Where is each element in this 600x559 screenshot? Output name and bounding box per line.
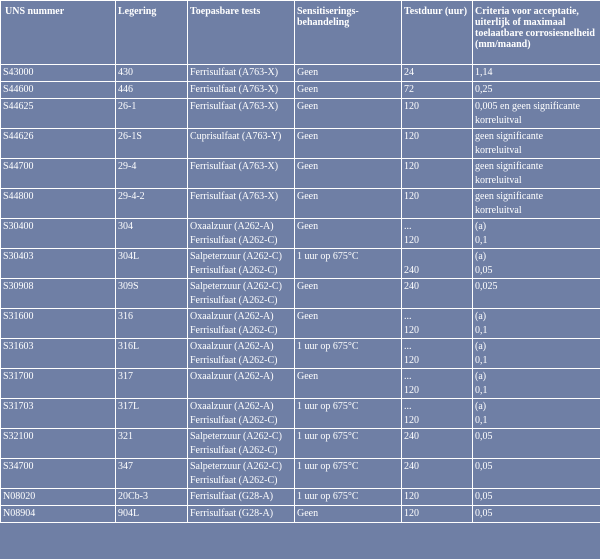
cell-tests: [188, 279, 295, 309]
cell-criteria: 0,25: [473, 82, 600, 99]
cell-sensitisering: [295, 219, 402, 249]
cell-uns: [1, 429, 116, 459]
cell-sensitisering-line: Geen: [297, 281, 319, 292]
cell-sensitisering-line: [297, 385, 401, 398]
header-sensitisering: Sensitiserings-behandeling: [295, 1, 402, 65]
table-row: [1, 189, 600, 219]
cell-tests: [188, 159, 295, 189]
cell-legering: [116, 249, 188, 279]
cell-legering: [116, 189, 188, 219]
cell-sensitisering: [295, 339, 402, 369]
cell-testduur: [402, 459, 473, 489]
cell-criteria-line: 0,1: [475, 325, 488, 336]
cell-testduur-line: 120: [404, 161, 419, 172]
cell-uns-line: S34700: [3, 461, 34, 472]
cell-uns: [1, 339, 116, 369]
cell-sensitisering: [295, 279, 402, 309]
cell-testduur-line: [404, 475, 472, 488]
cell-testduur-line: 240: [404, 281, 419, 292]
cell-legering: [116, 309, 188, 339]
cell-sensitisering-line: 1 uur op 675°C: [297, 431, 359, 442]
cell-testduur-line: [404, 145, 472, 158]
cell-legering-line: 316L: [118, 341, 140, 352]
cell-tests: [188, 429, 295, 459]
cell-uns: [1, 129, 116, 159]
table-row: [1, 309, 600, 339]
cell-legering: [116, 99, 188, 129]
cell-sensitisering-line: [297, 175, 401, 188]
cell-testduur-line: 120: [404, 235, 419, 246]
cell-tests-line: Ferrisulfaat (A262-C): [190, 325, 278, 336]
cell-tests: Ferrisulfaat (G28-A): [188, 506, 295, 523]
cell-testduur: [402, 429, 473, 459]
cell-tests-line: Ferrisulfaat (A262-C): [190, 415, 278, 426]
cell-tests: [188, 129, 295, 159]
cell-tests-line: Oxaalzuur (A262-A): [190, 221, 274, 232]
cell-testduur-line: 120: [404, 131, 419, 142]
cell-sensitisering-line: Geen: [297, 131, 319, 142]
cell-criteria-line: korreluitval: [475, 175, 522, 186]
cell-tests: [188, 99, 295, 129]
cell-sensitisering: [295, 309, 402, 339]
cell-sensitisering-line: 1 uur op 675°C: [297, 461, 359, 472]
cell-tests-line: Oxaalzuur (A262-A): [190, 401, 274, 412]
cell-criteria-line: 0,05: [475, 431, 493, 442]
table-row: [1, 459, 600, 489]
cell-uns-line: S31703: [3, 401, 34, 412]
cell-legering: [116, 339, 188, 369]
cell-sensitisering: Geen: [295, 82, 402, 99]
cell-sensitisering: [295, 249, 402, 279]
cell-legering-line: 309S: [118, 281, 139, 292]
cell-testduur-line: 120: [404, 385, 419, 396]
cell-criteria: [473, 429, 600, 459]
cell-uns: N08020: [1, 489, 116, 506]
cell-uns: N08904: [1, 506, 116, 523]
cell-tests-line: [190, 205, 294, 218]
cell-testduur: [402, 339, 473, 369]
cell-sensitisering-line: 1 uur op 675°C: [297, 341, 359, 352]
table-row: [1, 99, 600, 129]
cell-uns: [1, 189, 116, 219]
cell-tests: Ferrisulfaat (G28-A): [188, 489, 295, 506]
cell-tests-line: Ferrisulfaat (A763-X): [190, 101, 279, 112]
cell-criteria-line: (a): [475, 221, 487, 232]
cell-criteria: 1,14: [473, 65, 600, 82]
cell-legering: [116, 159, 188, 189]
cell-uns: [1, 279, 116, 309]
cell-tests-line: Ferrisulfaat (A262-C): [190, 235, 278, 246]
cell-testduur-line: [404, 175, 472, 188]
cell-tests: Ferrisulfaat (A763-X): [188, 82, 295, 99]
table-row: [1, 369, 600, 399]
cell-sensitisering-line: [297, 235, 401, 248]
cell-sensitisering-line: [297, 205, 401, 218]
cell-uns-line: S30400: [3, 221, 34, 232]
cell-criteria: [473, 189, 600, 219]
table-row: [1, 429, 600, 459]
cell-tests-line: Ferrisulfaat (A262-C): [190, 265, 278, 276]
cell-uns-line: S30908: [3, 281, 34, 292]
cell-sensitisering-line: 1 uur op 675°C: [297, 251, 359, 262]
cell-criteria: [473, 99, 600, 129]
cell-tests-line: Ferrisulfaat (A262-C): [190, 445, 278, 456]
cell-tests: [188, 459, 295, 489]
cell-testduur: 120: [402, 489, 473, 506]
cell-criteria-line: 0,1: [475, 385, 488, 396]
cell-legering-line: 321: [118, 431, 133, 442]
cell-tests-line: Oxaalzuur (A262-A): [190, 371, 274, 382]
cell-testduur-line: 120: [404, 191, 419, 202]
cell-tests: [188, 189, 295, 219]
cell-uns-line: S31700: [3, 371, 34, 382]
cell-testduur-line: [404, 115, 472, 128]
cell-testduur-line: 120: [404, 325, 419, 336]
cell-criteria-line: korreluitval: [475, 145, 522, 156]
cell-testduur: [402, 399, 473, 429]
cell-testduur-line: [404, 205, 472, 218]
table-row: [1, 65, 600, 82]
cell-tests: [188, 249, 295, 279]
cell-uns: [1, 219, 116, 249]
table-row: [1, 399, 600, 429]
cell-criteria: [473, 339, 600, 369]
cell-uns-line: S44800: [3, 191, 34, 202]
cell-tests-line: Salpeterzuur (A262-C): [190, 251, 282, 262]
cell-criteria: 0,05: [473, 489, 600, 506]
cell-criteria-line: 0,005 en geen significante: [475, 101, 580, 112]
cell-legering: [116, 429, 188, 459]
table-row: [1, 159, 600, 189]
cell-uns: S43000: [1, 65, 116, 82]
cell-sensitisering: [295, 189, 402, 219]
cell-criteria: [473, 279, 600, 309]
cell-testduur-line: 120: [404, 355, 419, 366]
cell-testduur-line: [404, 249, 472, 265]
cell-uns-line: S44625: [3, 101, 34, 112]
cell-criteria-line: (a): [475, 251, 487, 262]
cell-uns: [1, 249, 116, 279]
cell-tests-line: Salpeterzuur (A262-C): [190, 281, 282, 292]
cell-criteria: [473, 369, 600, 399]
cell-sensitisering-line: Geen: [297, 161, 319, 172]
cell-criteria-line: (a): [475, 341, 487, 352]
cell-criteria-line: [475, 475, 600, 488]
cell-testduur: [402, 219, 473, 249]
cell-sensitisering: [295, 429, 402, 459]
header-row: [1, 1, 600, 65]
cell-legering: [116, 219, 188, 249]
cell-uns-line: S31603: [3, 341, 34, 352]
cell-uns-line: S32100: [3, 431, 34, 442]
cell-tests-line: Ferrisulfaat (A763-X): [190, 191, 279, 202]
cell-criteria-line: [475, 295, 600, 308]
cell-tests-line: Ferrisulfaat (A262-C): [190, 295, 278, 306]
cell-uns: [1, 99, 116, 129]
cell-sensitisering-line: [297, 475, 401, 488]
cell-criteria-line: 0,05: [475, 265, 493, 276]
cell-uns-line: S30403: [3, 251, 34, 262]
cell-sensitisering-line: Geen: [297, 101, 319, 112]
cell-legering: [116, 129, 188, 159]
cell-criteria-line: korreluitval: [475, 205, 522, 216]
cell-tests-line: Salpeterzuur (A262-C): [190, 431, 282, 442]
cell-legering-line: 347: [118, 461, 133, 472]
header-testduur: Testduur (uur): [402, 1, 473, 65]
cell-testduur-line: 240: [404, 265, 419, 276]
cell-legering: 20Cb-3: [116, 489, 188, 506]
cell-tests-line: Ferrisulfaat (A763-X): [190, 161, 279, 172]
cell-testduur-line: ...: [404, 371, 412, 382]
cell-sensitisering-line: Geen: [297, 221, 319, 232]
cell-legering-line: 304L: [118, 251, 140, 262]
cell-tests: [188, 399, 295, 429]
cell-testduur-line: [404, 445, 472, 458]
cell-tests-line: Oxaalzuur (A262-A): [190, 341, 274, 352]
cell-criteria-line: (a): [475, 311, 487, 322]
cell-criteria: [473, 129, 600, 159]
cell-uns: S44600: [1, 82, 116, 99]
cell-tests-line: Ferrisulfaat (A262-C): [190, 475, 278, 486]
cell-tests-line: [190, 385, 294, 398]
cell-criteria: [473, 249, 600, 279]
cell-legering-line: 304: [118, 221, 133, 232]
cell-sensitisering: [295, 369, 402, 399]
cell-legering-line: 317: [118, 371, 133, 382]
cell-testduur: [402, 249, 473, 279]
cell-legering: [116, 369, 188, 399]
cell-sensitisering-line: [297, 415, 401, 428]
cell-tests-line: Salpeterzuur (A262-C): [190, 461, 282, 472]
cell-criteria: 0,05: [473, 506, 600, 523]
cell-tests: [188, 219, 295, 249]
cell-legering-line: 29-4: [118, 161, 137, 172]
cell-legering-line: 29-4-2: [118, 191, 145, 202]
cell-criteria-line: geen significante: [475, 161, 544, 172]
cell-testduur-line: 120: [404, 101, 419, 112]
cell-legering-line: 26-1S: [118, 131, 142, 142]
cell-legering: 430: [116, 65, 188, 82]
table-row: [1, 489, 600, 506]
cell-uns: [1, 459, 116, 489]
table-row: [1, 506, 600, 523]
cell-testduur: [402, 369, 473, 399]
cell-sensitisering-line: [297, 325, 401, 338]
cell-tests-line: [190, 145, 294, 158]
cell-criteria-line: 0,05: [475, 461, 493, 472]
cell-tests-line: [190, 115, 294, 128]
cell-criteria-line: geen significante: [475, 191, 544, 202]
cell-legering-line: 317L: [118, 401, 140, 412]
cell-tests: [188, 369, 295, 399]
cell-testduur: [402, 159, 473, 189]
cell-criteria: [473, 309, 600, 339]
cell-legering-line: 316: [118, 311, 133, 322]
cell-sensitisering: 1 uur op 675°C: [295, 489, 402, 506]
header-legering: Legering: [116, 1, 188, 65]
cell-sensitisering-line: [297, 355, 401, 368]
cell-testduur-line: ...: [404, 401, 412, 412]
cell-criteria-line: korreluitval: [475, 115, 522, 126]
cell-criteria-line: 0,1: [475, 415, 488, 426]
table-row: [1, 339, 600, 369]
cell-legering-line: 26-1: [118, 101, 137, 112]
table-row: [1, 82, 600, 99]
cell-testduur-line: 120: [404, 415, 419, 426]
cell-legering: [116, 279, 188, 309]
cell-legering: [116, 459, 188, 489]
cell-testduur: [402, 309, 473, 339]
cell-testduur-line: ...: [404, 311, 412, 322]
cell-criteria: [473, 399, 600, 429]
cell-tests-line: Ferrisulfaat (A262-C): [190, 355, 278, 366]
cell-sensitisering-line: Geen: [297, 191, 319, 202]
header-tests: Toepasbare tests: [188, 1, 295, 65]
cell-sensitisering: [295, 159, 402, 189]
cell-sensitisering: [295, 459, 402, 489]
cell-criteria-line: [475, 445, 600, 458]
cell-tests-line: Oxaalzuur (A262-A): [190, 311, 274, 322]
cell-sensitisering-line: [297, 295, 401, 308]
cell-testduur: [402, 189, 473, 219]
cell-uns: [1, 159, 116, 189]
table-row: [1, 279, 600, 309]
cell-testduur: [402, 99, 473, 129]
cell-tests: [188, 339, 295, 369]
header-uns: UNS nummer: [1, 1, 116, 65]
cell-tests-line: Cuprisulfaat (A763-Y): [190, 131, 282, 142]
table-row: [1, 219, 600, 249]
cell-sensitisering: [295, 399, 402, 429]
cell-sensitisering: [295, 129, 402, 159]
cell-uns: [1, 309, 116, 339]
table-row: [1, 129, 600, 159]
cell-testduur: 24: [402, 65, 473, 82]
cell-testduur-line: 240: [404, 431, 419, 442]
cell-legering: 446: [116, 82, 188, 99]
cell-sensitisering: [295, 99, 402, 129]
cell-uns-line: S44700: [3, 161, 34, 172]
cell-legering: 904L: [116, 506, 188, 523]
cell-testduur-line: ...: [404, 221, 412, 232]
cell-sensitisering: Geen: [295, 506, 402, 523]
cell-uns-line: S31600: [3, 311, 34, 322]
cell-testduur-line: ...: [404, 341, 412, 352]
cell-sensitisering-line: [297, 145, 401, 158]
cell-sensitisering-line: Geen: [297, 371, 319, 382]
cell-criteria: [473, 459, 600, 489]
cell-sensitisering-line: [297, 265, 401, 278]
cell-legering: [116, 399, 188, 429]
cell-testduur: 72: [402, 82, 473, 99]
cell-criteria-line: 0,025: [475, 281, 498, 292]
cell-criteria-line: 0,1: [475, 355, 488, 366]
cell-criteria-line: (a): [475, 371, 487, 382]
cell-testduur: [402, 129, 473, 159]
cell-sensitisering-line: [297, 445, 401, 458]
cell-criteria-line: geen significante: [475, 131, 544, 142]
table-row: [1, 249, 600, 279]
cell-tests-line: [190, 175, 294, 188]
cell-criteria: [473, 219, 600, 249]
cell-sensitisering-line: Geen: [297, 311, 319, 322]
cell-criteria-line: (a): [475, 401, 487, 412]
cell-criteria: [473, 159, 600, 189]
cell-uns-line: S44626: [3, 131, 34, 142]
cell-sensitisering-line: 1 uur op 675°C: [297, 401, 359, 412]
cell-uns: [1, 399, 116, 429]
cell-sensitisering: Geen: [295, 65, 402, 82]
cell-testduur: 120: [402, 506, 473, 523]
cell-tests: [188, 309, 295, 339]
cell-uns: [1, 369, 116, 399]
cell-testduur-line: 240: [404, 461, 419, 472]
cell-testduur: [402, 279, 473, 309]
cell-tests: Ferrisulfaat (A763-X): [188, 65, 295, 82]
cell-testduur-line: [404, 295, 472, 308]
header-criteria: Criteria voor acceptatie, uiterlijk of maximaal toelaatbare corrosiesnelheid (mm/maand): [473, 1, 600, 65]
cell-sensitisering-line: [297, 115, 401, 128]
cell-criteria-line: 0,1: [475, 235, 488, 246]
